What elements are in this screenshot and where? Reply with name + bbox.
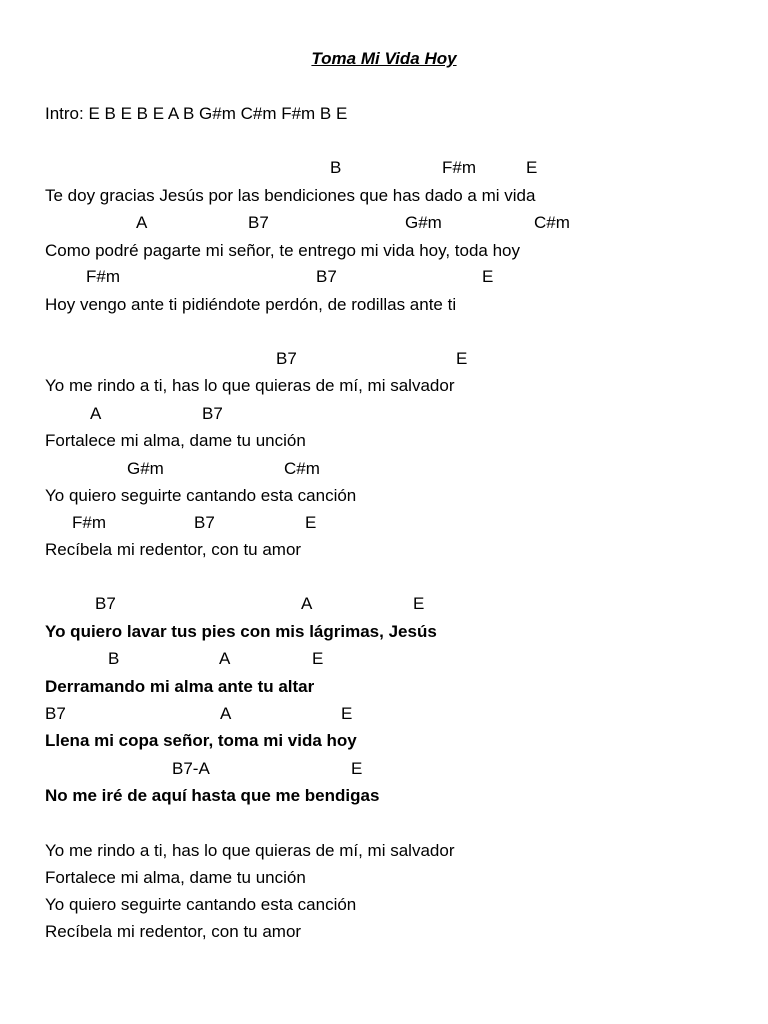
intro-line: Intro: E B E B E A B G#m C#m F#m B E [45,104,348,123]
chord: B7 [45,704,66,723]
song-title: Toma Mi Vida Hoy [311,49,457,68]
lyric-line: Yo me rindo a ti, has lo que quieras de mí, mi salvador [45,841,455,860]
chord: B7 [202,404,223,423]
lyric-line: Derramando mi alma ante tu altar [45,677,315,696]
chord: B7 [95,594,116,613]
lyric-line: Yo quiero seguirte cantando esta canción [45,895,357,914]
lyric-line: Llena mi copa señor, toma mi vida hoy [45,731,357,750]
chord: A [301,594,313,613]
chord: B7 [316,267,337,286]
chord: C#m [534,213,570,232]
chord: F#m [442,158,476,177]
chord: E [312,649,324,668]
chord: B7-A [172,759,210,778]
chord: E [305,513,317,532]
chord: B7 [248,213,269,232]
chord: G#m [127,459,164,478]
lyric-line: Yo quiero lavar tus pies con mis lágrimas, Jesús [45,622,437,641]
chord: A [219,649,231,668]
lyric-line: Como podré pagarte mi señor, te entrego mi vida hoy, toda hoy [45,241,521,260]
chord: C#m [284,459,320,478]
chord: F#m [86,267,120,286]
chord: B7 [276,349,297,368]
lyric-line: Yo me rindo a ti, has lo que quieras de mí, mi salvador [45,376,455,395]
chord: A [136,213,148,232]
chord: B [330,158,342,177]
chord: E [526,158,538,177]
lyric-line: Fortalece mi alma, dame tu unción [45,868,306,887]
chord: G#m [405,213,442,232]
lyric-line: Hoy vengo ante ti pidiéndote perdón, de rodillas ante ti [45,295,457,314]
chord: A [90,404,102,423]
chord: E [341,704,353,723]
lyric-line: Yo quiero seguirte cantando esta canción [45,486,357,505]
chord: E [413,594,425,613]
chord: E [482,267,494,286]
lyric-line: Fortalece mi alma, dame tu unción [45,431,306,450]
lyric-line: Recíbela mi redentor, con tu amor [45,540,302,559]
chord: B [108,649,120,668]
chord: E [456,349,468,368]
chord: E [351,759,363,778]
lyric-line: Te doy gracias Jesús por las bendiciones que has dado a mi vida [45,186,536,205]
chord: F#m [72,513,106,532]
chord: A [220,704,232,723]
lyric-line: No me iré de aquí hasta que me bendigas [45,786,380,805]
lyric-line: Recíbela mi redentor, con tu amor [45,922,302,941]
chord: B7 [194,513,215,532]
